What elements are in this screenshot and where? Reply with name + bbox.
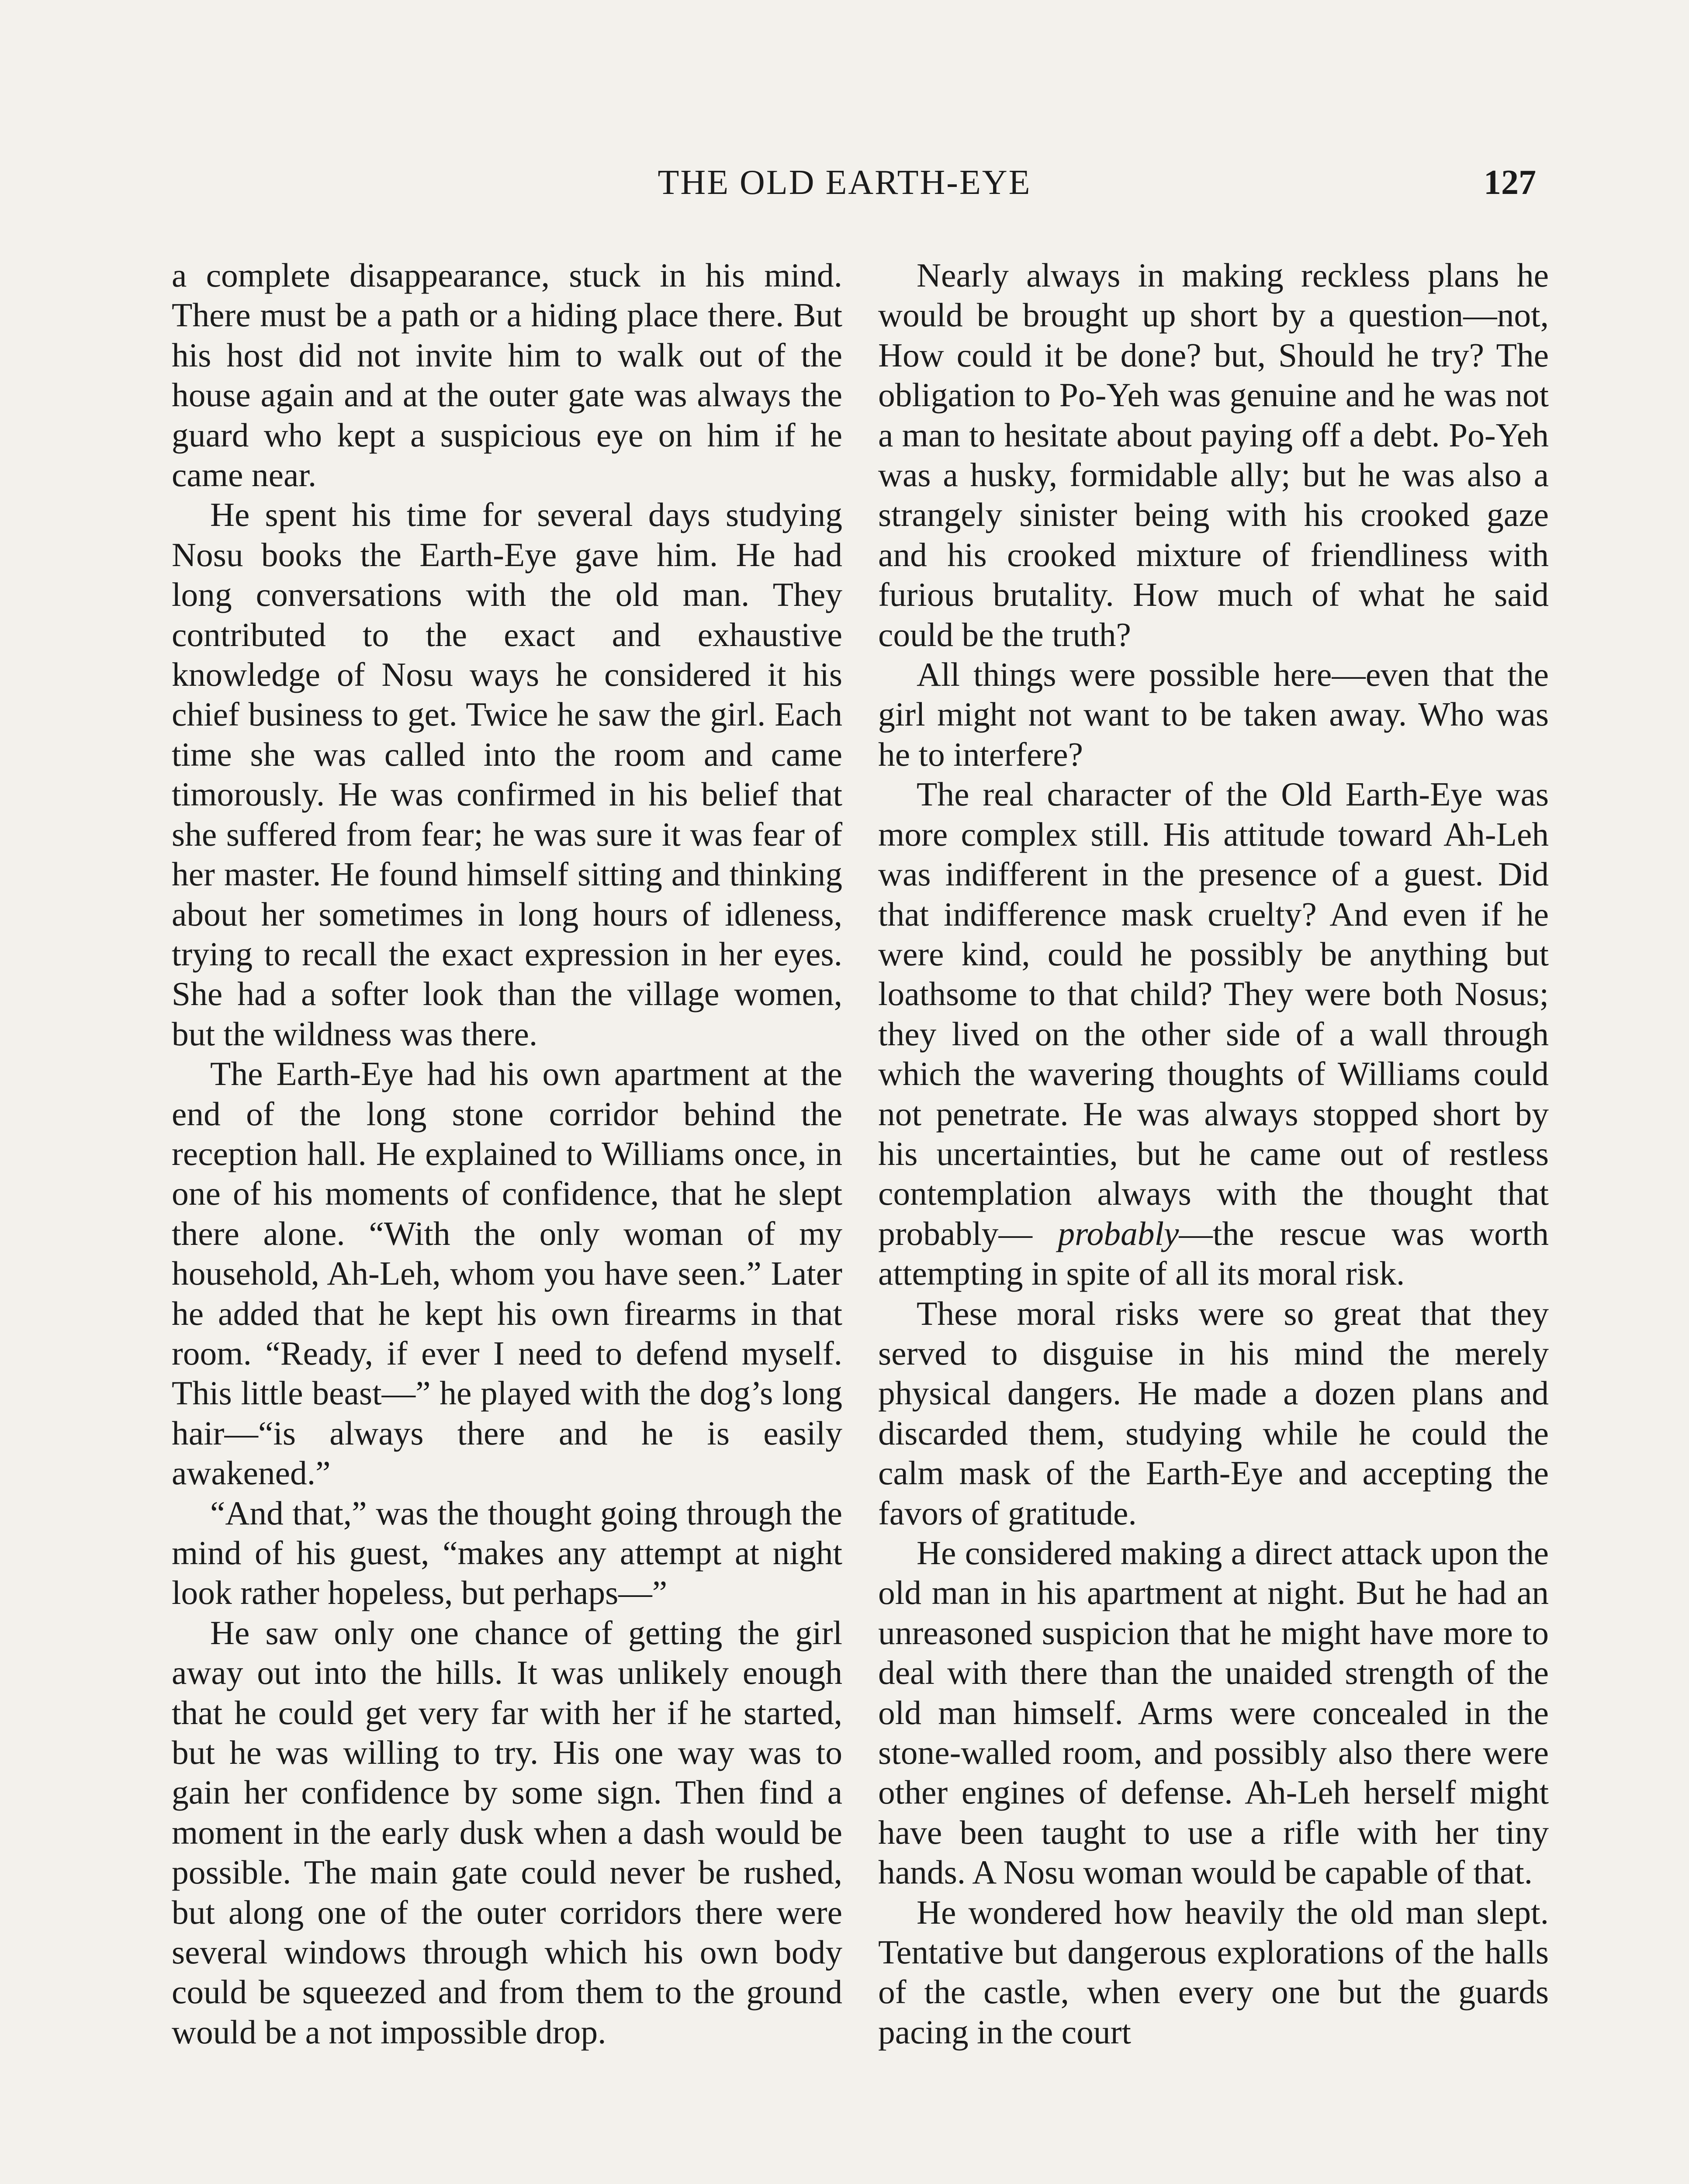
paragraph: He spent his time for several days studying Nosu books the Earth-Eye gave him. He had long conversations with the old man. They contributed to the exact and exhaustive knowledge of Nosu ways he considered it his chief business to get. Twice he saw the girl. Each time she was called into the room and came timorously. He was confirmed in his belief that she suffered from fear; he was sure it was fear of her master. He found himself sitting and thinking about her sometimes in long hours of idleness, trying to recall the exact expression in her eyes. She had a softer look than the village women, but the wildness was there. — [172, 496, 842, 1053]
paragraph: These moral risks were so great that they served to disguise in his mind the merely physical dangers. He made a dozen plans and discarded them, studying while he could the calm mask of the Earth-Eye and accepting the favors of gratitude. — [878, 1294, 1549, 1532]
page-number: 127 — [1484, 163, 1536, 202]
paragraph: “And that,” was the thought going through the mind of his guest, “makes any attempt at night look rather hopeless, but perhaps—” — [172, 1494, 842, 1612]
paragraph: a complete disappearance, stuck in his mind. There must be a path or a hiding place there. But his host did not invite him to walk out of the house again and at the outer gate was always the guard who kept a suspicious eye on him if he came near. — [172, 256, 842, 494]
paragraph — [878, 774, 1549, 1293]
paragraph: The Earth-Eye had his own apartment at the end of the long stone corridor behind the reception hall. He explained to Williams once, in one of his moments of confidence, that he slept there alone. “With the only woman of my household, Ah-Leh, whom you have seen.” Later he added that he kept his own firearms in that room. “Ready, if ever I need to defend myself. This little beast—” he played with the dog’s long hair—“is always there and he is easily awakened.” — [172, 1055, 842, 1492]
paragraph: All things were possible here—even that the girl might not want to be taken away. Who was he to interfere? — [878, 656, 1549, 773]
paragraph-text: The real character of the Old Earth-Eye was more complex still. His attitude toward Ah-Leh was indifferent in the presence of a guest. Did that indifference mask cruelty? And even if he were kind, could he possibly be anything but loathsome to that child? They were both Nosus; they lived on the other side of a wall through which the wavering thoughts of Williams could not penetrate. He was always stopped short by his uncertainties, but he came out of restless contemplation always with the thought that probably— — [878, 775, 1549, 1252]
paragraph: He saw only one chance of getting the girl away out into the hills. It was unlikely enough that he could get very far with her if he started, but he was willing to try. His one way was to gain her confidence by some sign. Then find a moment in the early dusk when a dash would be possible. The main gate could never be rushed, but along one of the outer corridors there were several windows through which his own body could be squeezed and from them to the ground would be a not impossible drop. — [172, 1614, 842, 2051]
right-text-column — [878, 256, 1549, 2052]
left-text-column — [172, 256, 842, 2052]
paragraph-text: —the rescue was worth attempting in spite of all its moral risk. — [878, 1214, 1549, 1292]
paragraph: Nearly always in making reckless plans he would be brought up short by a question—not, How could it be done? but, Should he try? The obligation to Po-Yeh was genuine and he was not a man to hesitate about paying off a debt. Po-Yeh was a husky, formidable ally; but he was also a strangely sinister being with his crooked gaze and his crooked mixture of friendliness with furious brutality. How much of what he said could be the truth? — [878, 256, 1549, 653]
italic-word: probably — [1058, 1214, 1179, 1252]
paragraph: He considered making a direct attack upon the old man in his apartment at night. But he had an unreasoned suspicion that he might have more to deal with there than the unaided strength of the old man himself. Arms were concealed in the stone-walled room, and possibly also there were other engines of defense. Ah-Leh herself might have been taught to use a rifle with her tiny hands. A Nosu woman would be capable of that. — [878, 1534, 1549, 1891]
running-header-title: THE OLD EARTH-EYE — [658, 163, 1031, 202]
paragraph: He wondered how heavily the old man slept. Tentative but dangerous explorations of the halls of the castle, when every one but the guards pacing in the court — [878, 1893, 1549, 2051]
